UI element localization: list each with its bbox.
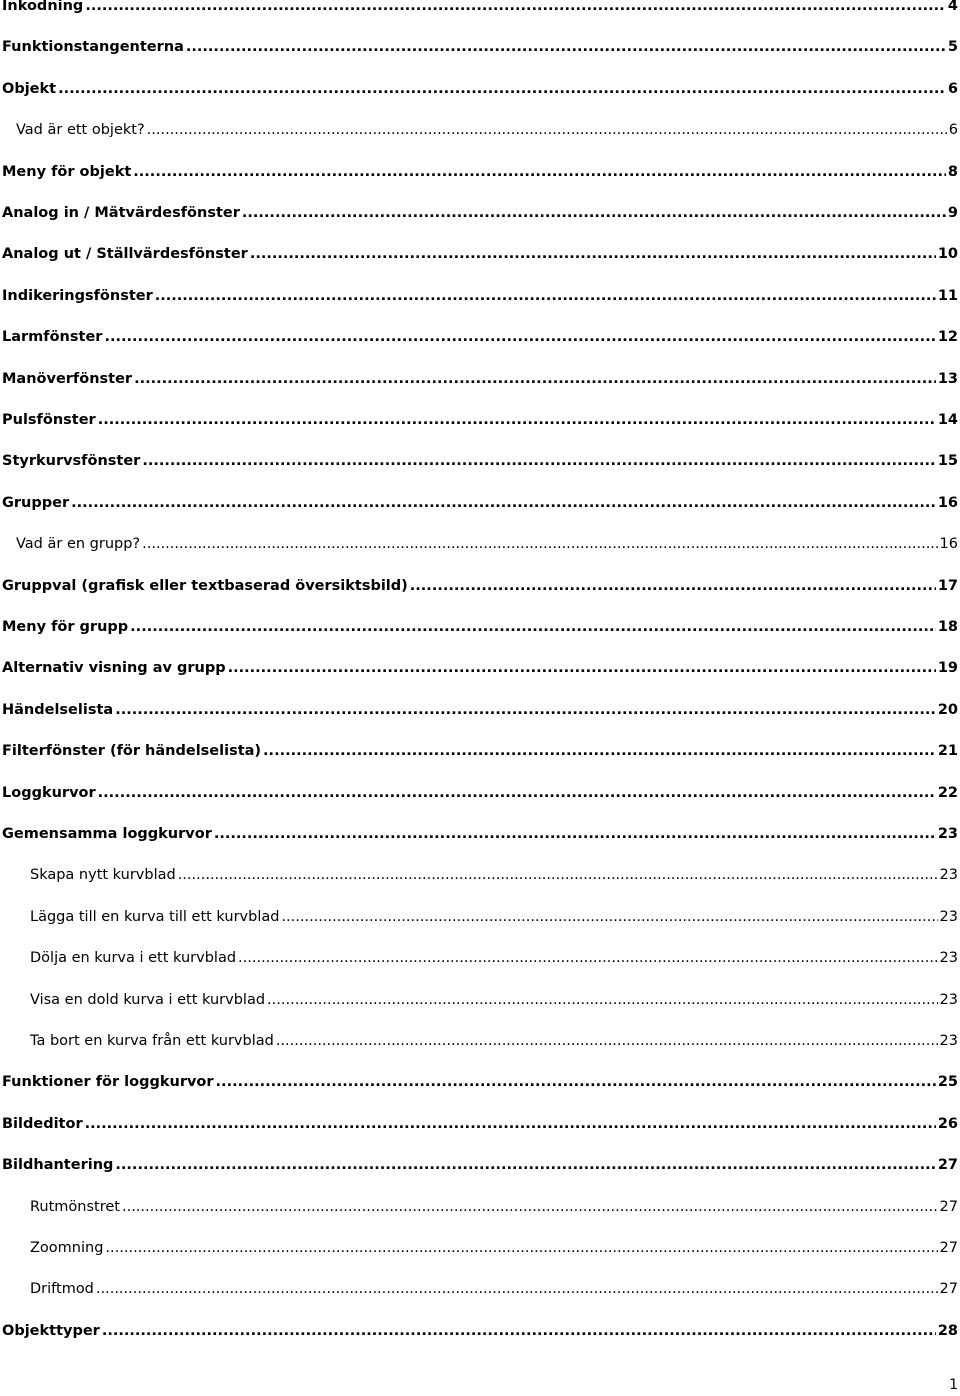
toc-entry-label: Funktioner för loggkurvor	[2, 1074, 214, 1090]
toc-entry-page: 23	[937, 826, 958, 842]
toc-entry-label: Gruppval (grafisk eller textbaserad översiktsbild)	[2, 578, 408, 594]
toc-entry-label: Skapa nytt kurvblad	[30, 867, 176, 883]
toc-entry[interactable]	[16, 119, 958, 141]
toc-entry-label: Styrkurvsfönster	[2, 453, 141, 469]
toc-entry-page: 10	[937, 246, 958, 262]
toc-leader-dots	[104, 326, 935, 348]
toc-entry-label: Objekt	[2, 81, 57, 97]
toc-entry[interactable]	[2, 740, 958, 762]
toc-entry-label: Driftmod	[30, 1281, 94, 1297]
toc-entry-label: Meny för objekt	[2, 164, 132, 180]
toc-entry-page: 6	[948, 122, 958, 138]
toc-entry-label: Dölja en kurva i ett kurvblad	[30, 950, 237, 966]
toc-entry-page: 23	[939, 950, 958, 966]
toc-entry[interactable]	[16, 533, 958, 555]
toc-entry-label: Visa en dold kurva i ett kurvblad	[30, 992, 266, 1008]
toc-entry-label: Lägga till en kurva till ett kurvblad	[30, 909, 280, 925]
toc-entry[interactable]	[2, 36, 958, 58]
toc-entry-label: Gemensamma loggkurvor	[2, 826, 212, 842]
toc-entry[interactable]	[30, 1278, 958, 1300]
toc-entry-page: 27	[939, 1199, 958, 1215]
toc-entry-page: 23	[939, 992, 958, 1008]
toc-entry-page: 4	[947, 0, 958, 14]
toc-entry-label: Händelselista	[2, 702, 114, 718]
toc-leader-dots	[178, 864, 938, 886]
toc-entry[interactable]	[2, 616, 958, 638]
toc-entry-page: 17	[937, 578, 958, 594]
toc-leader-dots	[228, 657, 936, 679]
toc-entry-label: Bildhantering	[2, 1157, 114, 1173]
toc-leader-dots	[155, 285, 936, 307]
toc-leader-dots	[115, 1154, 935, 1176]
toc-leader-dots	[276, 1030, 938, 1052]
toc-entry[interactable]	[2, 1320, 958, 1342]
toc-entry-page: 28	[937, 1323, 958, 1339]
toc-entry[interactable]	[2, 1071, 958, 1093]
toc-leader-dots	[410, 575, 936, 597]
toc-entry-page: 23	[939, 867, 958, 883]
toc-leader-dots	[134, 368, 936, 390]
toc-entry-label: Loggkurvor	[2, 785, 96, 801]
toc-entry[interactable]	[2, 575, 958, 597]
toc-entry[interactable]	[30, 1030, 958, 1052]
toc-entry[interactable]	[2, 161, 958, 183]
toc-entry-page: 13	[937, 371, 958, 387]
toc-entry-label: Rutmönstret	[30, 1199, 120, 1215]
toc-entry[interactable]	[30, 1237, 958, 1259]
toc-entry[interactable]	[2, 782, 958, 804]
toc-entry-label: Inkodning	[2, 0, 84, 14]
toc-entry[interactable]	[2, 202, 958, 224]
toc-entry-page: 18	[937, 619, 958, 635]
toc-leader-dots	[85, 1113, 936, 1135]
toc-entry-page: 16	[937, 495, 958, 511]
toc-leader-dots	[267, 989, 938, 1011]
toc-leader-dots	[105, 1237, 937, 1259]
toc-leader-dots	[71, 492, 936, 514]
toc-leader-dots	[263, 740, 936, 762]
toc-entry[interactable]	[2, 1113, 958, 1135]
toc-leader-dots	[130, 616, 936, 638]
toc-entry-page: 27	[939, 1281, 958, 1297]
toc-leader-dots	[216, 1071, 936, 1093]
toc-leader-dots	[98, 409, 936, 431]
toc-entry-label: Zoomning	[30, 1240, 104, 1256]
toc-leader-dots	[122, 1196, 938, 1218]
toc-entry-label: Objekttyper	[2, 1323, 100, 1339]
toc-entry-page: 16	[939, 536, 958, 552]
toc-entry-label: Meny för grupp	[2, 619, 129, 635]
toc-entry[interactable]	[2, 1154, 958, 1176]
toc-entry-page: 5	[947, 39, 958, 55]
toc-entry-label: Funktionstangenterna	[2, 39, 184, 55]
toc-leader-dots	[238, 947, 938, 969]
toc-entry-page: 19	[937, 660, 958, 676]
toc-entry[interactable]	[2, 285, 958, 307]
toc-leader-dots	[214, 823, 936, 845]
toc-entry-label: Analog in / Mätvärdesfönster	[2, 205, 240, 221]
toc-entry-label: Larmfönster	[2, 329, 103, 345]
toc-leader-dots	[142, 450, 935, 472]
toc-entry[interactable]	[30, 864, 958, 886]
toc-leader-dots	[115, 699, 936, 721]
toc-entry-label: Alternativ visning av grupp	[2, 660, 226, 676]
toc-entry-label: Vad är ett objekt?	[16, 122, 145, 138]
toc-entry[interactable]	[2, 326, 958, 348]
toc-entry-page: 21	[937, 743, 958, 759]
toc-entry-page: 15	[937, 453, 958, 469]
toc-entry-label: Grupper	[2, 495, 70, 511]
toc-entry-page: 20	[937, 702, 958, 718]
toc-leader-dots	[242, 202, 946, 224]
toc-entry[interactable]	[2, 823, 958, 845]
toc-entry-label: Indikeringsfönster	[2, 288, 153, 304]
toc-entry-label: Bildeditor	[2, 1116, 83, 1132]
toc-leader-dots	[98, 782, 936, 804]
toc-entry[interactable]	[2, 368, 958, 390]
toc-entry-page: 9	[947, 205, 958, 221]
toc-leader-dots	[147, 119, 947, 141]
toc-entry-page: 22	[937, 785, 958, 801]
toc-leader-dots	[96, 1278, 938, 1300]
toc-leader-dots	[58, 78, 946, 100]
toc-leader-dots	[250, 243, 936, 265]
toc-entry[interactable]	[2, 699, 958, 721]
toc-entry-label: Manöverfönster	[2, 371, 133, 387]
toc-leader-dots	[281, 906, 937, 928]
toc-entry[interactable]	[2, 243, 958, 265]
toc-leader-dots	[186, 36, 946, 58]
toc-leader-dots	[142, 533, 937, 555]
toc-entry-page: 25	[937, 1074, 958, 1090]
toc-entry-page: 12	[937, 329, 958, 345]
toc-entry-page: 27	[939, 1240, 958, 1256]
page-number: 1	[949, 1377, 958, 1393]
toc-entry-page: 8	[947, 164, 958, 180]
toc-entry-page: 27	[937, 1157, 958, 1173]
toc-entry[interactable]	[30, 989, 958, 1011]
toc-entry-label: Analog ut / Ställvärdesfönster	[2, 246, 248, 262]
toc-entry-page: 14	[937, 412, 958, 428]
toc-leader-dots	[102, 1320, 936, 1342]
toc-entry-label: Pulsfönster	[2, 412, 96, 428]
toc-entry-page: 6	[947, 81, 958, 97]
toc-entry[interactable]	[2, 78, 958, 100]
toc-entry-page: 26	[937, 1116, 958, 1132]
toc-entry[interactable]	[2, 0, 958, 17]
toc-entry[interactable]	[2, 450, 958, 472]
toc-entry-label: Filterfönster (för händelselista)	[2, 743, 262, 759]
toc-entry-page: 23	[939, 909, 958, 925]
toc-entry[interactable]	[30, 906, 958, 928]
toc-leader-dots	[85, 0, 946, 17]
toc-entry-page: 23	[939, 1033, 958, 1049]
toc-entry[interactable]	[2, 409, 958, 431]
toc-entry-page: 11	[937, 288, 958, 304]
toc-entry[interactable]	[2, 492, 958, 514]
toc-leader-dots	[133, 161, 946, 183]
toc-entry[interactable]	[2, 657, 958, 679]
toc-entry[interactable]	[30, 947, 958, 969]
toc-entry-label: Vad är en grupp?	[16, 536, 141, 552]
toc-entry[interactable]	[30, 1196, 958, 1218]
toc-entry-label: Ta bort en kurva från ett kurvblad	[30, 1033, 274, 1049]
